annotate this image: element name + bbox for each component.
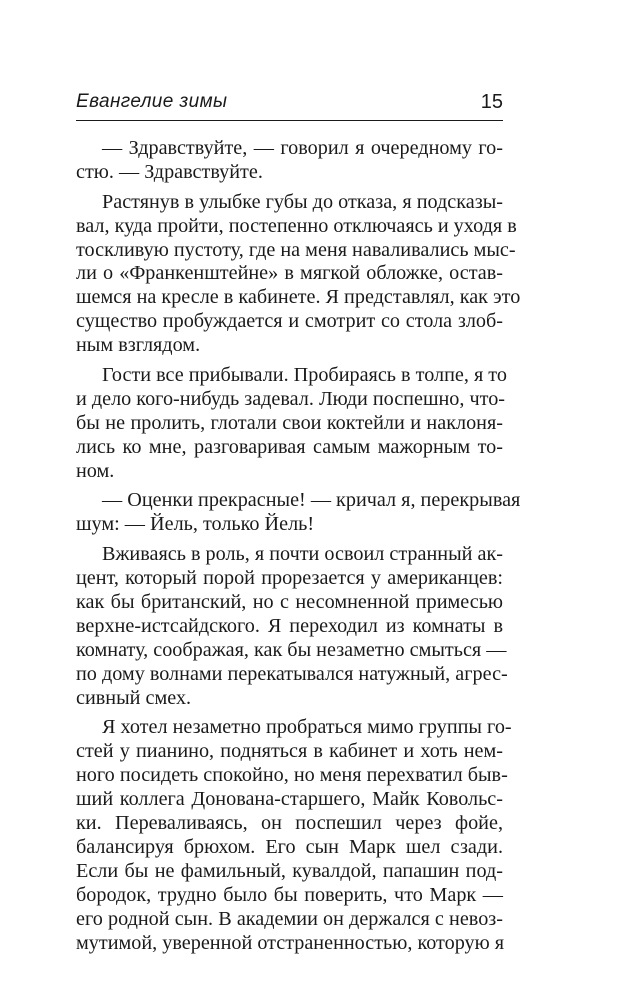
running-head: Евангелие зимы — [76, 91, 228, 112]
text-line: стей у пианино, подняться в кабинет и хоть нем- — [76, 740, 503, 763]
text-line: тоскливую пустоту, где на меня наваливались мыс- — [76, 238, 516, 261]
text-line: по дому волнами перекатывался натужный, агрес- — [76, 662, 508, 685]
text-line: его родной сын. В академии он держался с невоз- — [76, 907, 503, 930]
page-number: 15 — [480, 91, 503, 113]
body-text — [76, 137, 521, 955]
text-line: цент, который порой прорезается у американцев: — [76, 567, 503, 590]
paragraph — [76, 716, 512, 955]
text-line: комнату, соображая, как бы незаметно смыться — — [76, 638, 507, 661]
paragraph — [76, 364, 507, 483]
text-line: ли о «Франкенштейне» в мягкой обложке, остав- — [76, 262, 503, 285]
text-line: — Здравствуйте, — говорил я очередному го- — [102, 137, 503, 159]
text-line: — Оценки прекрасные! — кричал я, перекрывая — [102, 489, 521, 512]
page-header — [76, 88, 503, 121]
text-line: ший коллега Донована-старшего, Майк Ковольс- — [76, 788, 503, 811]
text-line: вал, куда пройти, постепенно отключаясь и уходя в — [76, 214, 517, 237]
text-line: ным взглядом. — [76, 334, 201, 357]
text-line: верхне-истсайдского. Я переходил из комнаты в — [76, 614, 503, 637]
text-line: шум: — Йель, только Йель! — [76, 513, 315, 536]
paragraph — [76, 543, 508, 710]
text-line: сивный смех. — [76, 686, 192, 709]
text-line: Я хотел незаметно пробраться мимо группы го- — [102, 716, 512, 739]
text-line: и дело кого-нибудь задевал. Люди поспешно, что- — [76, 387, 506, 410]
text-line: мутимой, уверенной отстраненностью, которую я — [76, 931, 505, 954]
text-line: ки. Переваливаясь, он поспешил через фойе, — [76, 812, 503, 835]
text-line: стю. — Здравствуйте. — [76, 160, 263, 183]
text-line: лись ко мне, разговаривая самым мажорным то- — [76, 435, 503, 458]
text-line: существо пробуждается и смотрит со стола злоб- — [76, 310, 503, 333]
text-line: бы не пролить, глотали свои коктейли и наклоня- — [76, 411, 503, 434]
text-line: Если бы не фамильный, кувалдой, папашин под- — [76, 859, 503, 882]
paragraph — [76, 190, 521, 358]
text-line: ном. — [76, 459, 115, 482]
text-line: балансируя брюхом. Его сын Марк шел сзади. — [76, 835, 503, 858]
paragraph — [76, 489, 521, 537]
paragraph — [76, 137, 503, 185]
text-line: Растянув в улыбке губы до отказа, я подсказы- — [102, 190, 503, 213]
text-line: Вживаясь в роль, я почти освоил странный ак- — [102, 543, 503, 566]
text-line: как бы британский, но с несомненной примесью — [76, 591, 503, 614]
text-line: шемся на кресле в кабинете. Я представлял, как это — [76, 286, 521, 309]
text-line: бородок, трудно было бы поверить, что Марк — — [76, 883, 503, 906]
text-line: Гости все прибывали. Пробираясь в толпе, я то — [102, 364, 507, 387]
text-line: ного посидеть спокойно, но меня перехватил быв- — [76, 764, 508, 787]
